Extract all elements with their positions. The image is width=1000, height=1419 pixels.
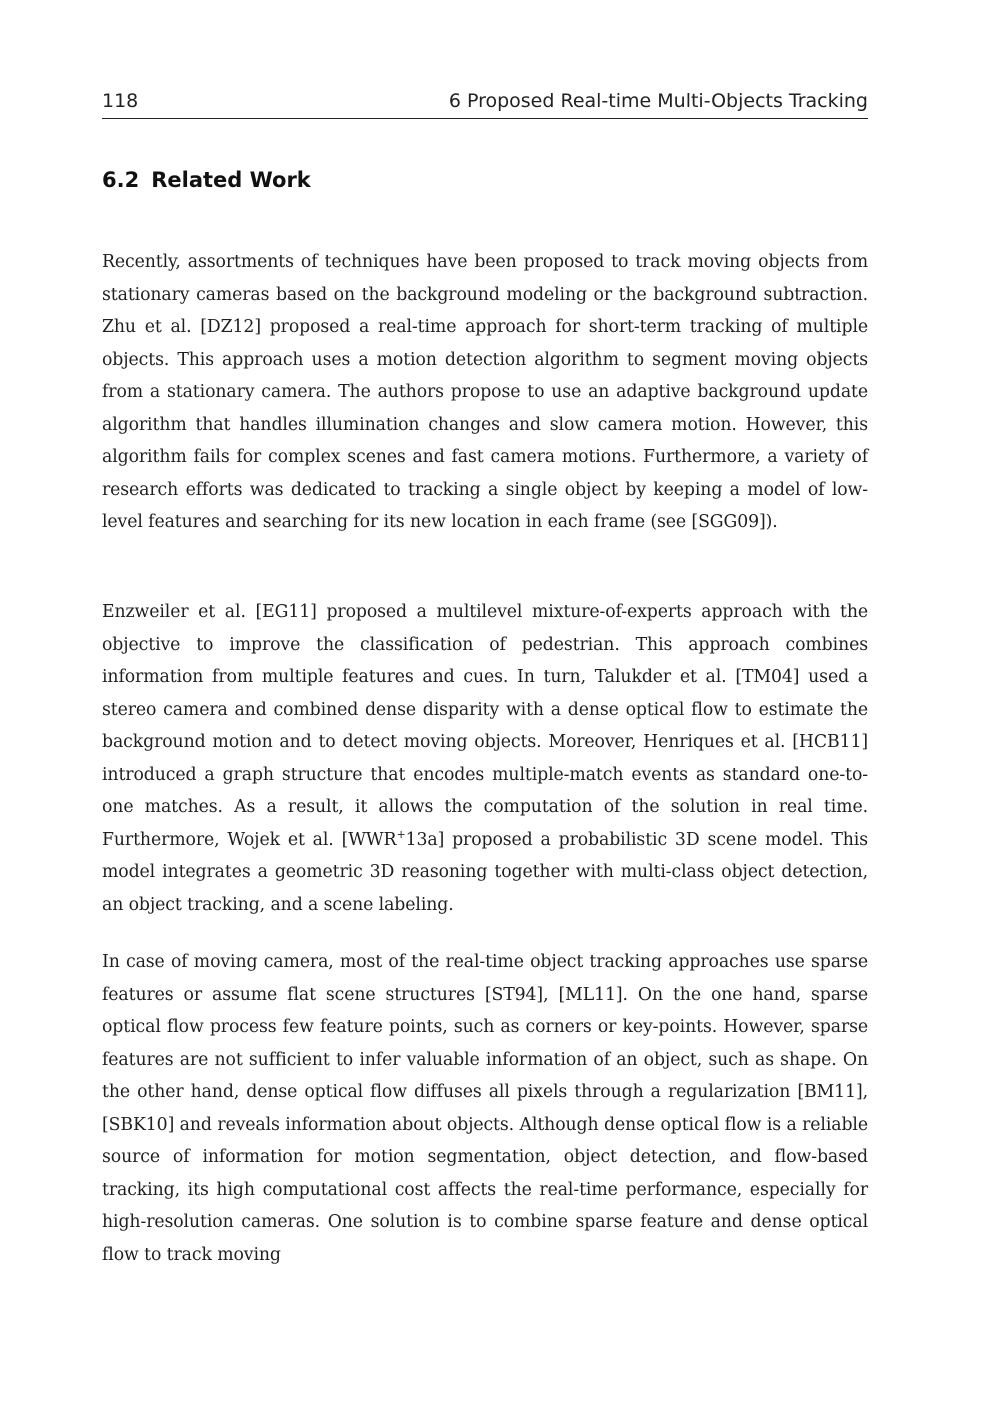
page-number: 118 <box>102 90 139 112</box>
paragraph-2-text-a: Enzweiler et al. [EG11] proposed a multilevel mixture-of-experts approach with the objective to improve the classification of pedestrian. This approach combines information from multiple features and cues. In turn, Talukder et al. [TM04] used a stereo camera and combined dense disparity with a dense optical flow to estimate the background motion and to detect moving objects. Moreover, Henriques et al. [HCB11] introduced a graph structure that encodes multiple-match events as standard one-to-one matches. As a result, it allows the computation of the solution in real time. Furthermore, Wojek et al. [WWR <box>102 602 868 850</box>
superscript-plus: + <box>396 827 406 841</box>
section-heading <box>102 164 311 196</box>
paragraph-2 <box>102 596 868 921</box>
section-title: Related Work <box>151 168 311 192</box>
chapter-title: 6 Proposed Real-time Multi-Objects Tracking <box>448 90 868 112</box>
paragraph-3: In case of moving camera, most of the real-time object tracking approaches use sparse features or assume flat scene structures [ST94], [ML11]. On the one hand, sparse optical flow process few feature points, such as corners or key-points. However, sparse features are not sufficient to infer valuable information of an object, such as shape. On the other hand, dense optical flow diffuses all pixels through a regularization [BM11], [SBK10] and reveals information about objects. Although dense optical flow is a reliable source of information for motion segmentation, object detection, and flow-based tracking, its high computational cost affects the real-time performance, especially for high-resolution cameras. One solution is to combine sparse feature and dense optical flow to track moving <box>102 952 868 1265</box>
section-number: 6.2 <box>102 168 140 192</box>
running-header <box>102 88 868 119</box>
paragraph-2-text-b: 13a] proposed a probabilistic 3D scene model. This model integrates a geometric 3D reasoning together with multi-class object detection, an object tracking, and a scene labeling. <box>102 829 868 915</box>
paragraph-1: Recently, assortments of techniques have been proposed to track moving objects from stationary cameras based on the background modeling or the background subtraction. Zhu et al. [DZ12] proposed a real-time approach for short-term tracking of multiple objects. This approach uses a motion detection algorithm to segment moving objects from a stationary camera. The authors propose to use an adaptive background update algorithm that handles illumination changes and slow camera motion. However, this algorithm fails for complex scenes and fast camera motions. Furthermore, a variety of research efforts was dedicated to tracking a single object by keeping a model of low-level features and searching for its new location in each frame (see [SGG09]). <box>102 252 868 532</box>
